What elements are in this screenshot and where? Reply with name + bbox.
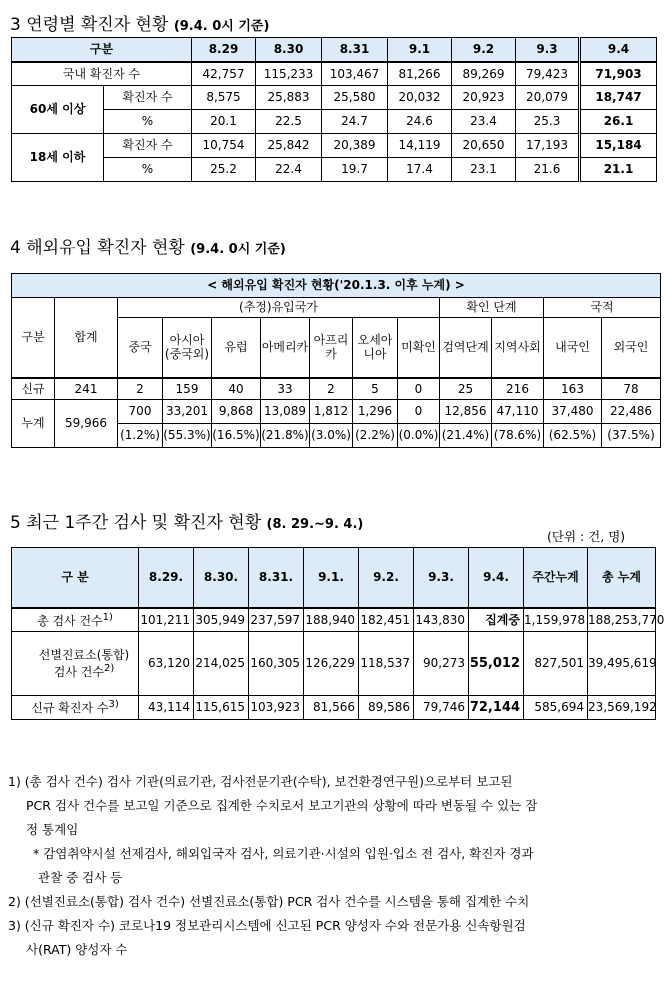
section-3-date: (9.4. 0시 기준) — [173, 19, 270, 34]
section-4-date: (9.4. 0시 기준) — [190, 242, 286, 257]
header-col: 중국 — [118, 318, 163, 378]
cell: (3.0%) — [310, 424, 353, 448]
header-stage: 확인 단계 — [440, 298, 544, 318]
cell: 182,451 — [359, 608, 414, 632]
domestic-row — [12, 62, 657, 86]
section-5-title — [10, 508, 363, 533]
header-date: 9.3. — [414, 548, 469, 608]
cell: 188,940 — [304, 608, 359, 632]
group-label: 60세 이상 — [12, 86, 104, 134]
cell: 118,537 — [359, 632, 414, 696]
cell: 72,144 — [469, 696, 524, 720]
unit-label: (단위 : 건, 명) — [547, 529, 626, 544]
footnote-1-cont: PCR 검사 건수를 보고일 기준으로 집계한 수치로서 보고기관의 상황에 따라 변동될 수 있는 잠 — [26, 798, 538, 813]
cell: 160,305 — [249, 632, 304, 696]
total-tests-row — [12, 608, 656, 632]
header-date: 8.29. — [139, 548, 194, 608]
age-table-header — [12, 38, 657, 62]
cell: 103,467 — [322, 62, 388, 86]
cell: 216 — [492, 378, 544, 400]
cell: 90,273 — [414, 632, 469, 696]
header-col: 지역사회 — [492, 318, 544, 378]
cell: (55.3%) — [163, 424, 212, 448]
header-date: 9.1 — [388, 38, 452, 62]
cell: 19.7 — [322, 158, 388, 182]
cell: 126,229 — [304, 632, 359, 696]
cell: 40 — [212, 378, 261, 400]
header-date: 8.31 — [322, 38, 388, 62]
age60-pct-row — [12, 110, 657, 134]
cell: 115,615 — [194, 696, 249, 720]
section-4-heading: 4 해외유입 확진자 현황 — [10, 238, 185, 258]
header-date: 9.2. — [359, 548, 414, 608]
cell: 827,501 — [524, 632, 588, 696]
cell: 14,119 — [388, 134, 452, 158]
cell: 63,120 — [139, 632, 194, 696]
cell: 237,597 — [249, 608, 304, 632]
overseas-title-row — [12, 274, 661, 298]
label-text: 총 검사 건수 — [37, 613, 103, 628]
cell: 159 — [163, 378, 212, 400]
cell: 1,812 — [310, 400, 353, 424]
cell: 20,032 — [388, 86, 452, 110]
cell: 23,569,192 — [588, 696, 656, 720]
header-weekly: 주간누계 — [524, 548, 588, 608]
cell: 18,747 — [580, 86, 657, 110]
cell: 5 — [353, 378, 398, 400]
header-nation: 국적 — [544, 298, 661, 318]
header-col: 오세아니아 — [353, 318, 398, 378]
cell: 78 — [602, 378, 661, 400]
cell: 2 — [310, 378, 353, 400]
age18-pct-row — [12, 158, 657, 182]
footnote-3-cont: 사(RAT) 양성자 수 — [26, 942, 128, 957]
cell: 20,923 — [452, 86, 516, 110]
cell: 585,694 — [524, 696, 588, 720]
overseas-table — [11, 273, 661, 448]
header-country: (추정)유입국가 — [118, 298, 440, 318]
row-label: % — [104, 110, 192, 134]
new-cases-row — [12, 696, 656, 720]
cell: 17.4 — [388, 158, 452, 182]
cell: 163 — [544, 378, 602, 400]
overseas-table-title: < 해외유입 확진자 현황('20.1.3. 이후 누계) > — [12, 274, 661, 298]
cell: 33,201 — [163, 400, 212, 424]
cell: 20,650 — [452, 134, 516, 158]
cell: 81,266 — [388, 62, 452, 86]
cell: 17,193 — [516, 134, 580, 158]
cell: 1,296 — [353, 400, 398, 424]
header-date: 9.4 — [580, 38, 657, 62]
cell: 143,830 — [414, 608, 469, 632]
section-4-title — [10, 233, 286, 258]
cell: 15,184 — [580, 134, 657, 158]
row-label: 확진자 수 — [104, 134, 192, 158]
header-col: 외국인 — [602, 318, 661, 378]
header-gubun: 구 분 — [12, 548, 139, 608]
row-label — [12, 696, 139, 720]
section-3-heading: 3 연령별 확진자 현황 — [10, 15, 169, 35]
screening-row — [12, 632, 656, 696]
cell: 1,159,978 — [524, 608, 588, 632]
cell: 188,253,770 — [588, 608, 656, 632]
header-date: 8.31. — [249, 548, 304, 608]
header-col: 아시아(중국외) — [163, 318, 212, 378]
cell: 0 — [398, 378, 440, 400]
cell: 22,486 — [602, 400, 661, 424]
group-label: 18세 이하 — [12, 134, 104, 182]
age60-count-row — [12, 86, 657, 110]
section-3-title — [10, 10, 269, 35]
header-date: 9.2 — [452, 38, 516, 62]
row-label: 국내 확진자 수 — [12, 62, 192, 86]
header-date: 9.3 — [516, 38, 580, 62]
footnote-1: 1) (총 검사 건수) 검사 기관(의료기관, 검사전문기관(수탁), 보건환경연구원)으로부터 보고된 — [8, 774, 513, 789]
row-label: 누계 — [12, 400, 55, 448]
cell: 20.1 — [192, 110, 256, 134]
cell: 55,012 — [469, 632, 524, 696]
cell: 89,586 — [359, 696, 414, 720]
cell: 39,495,619 — [588, 632, 656, 696]
cell: (78.6%) — [492, 424, 544, 448]
age18-count-row — [12, 134, 657, 158]
cell: 21.6 — [516, 158, 580, 182]
cell: 305,949 — [194, 608, 249, 632]
cell: 0 — [398, 400, 440, 424]
footnote-3: 3) (신규 확진자 수) 코로나19 정보관리시스템에 신고된 PCR 양성자 수와 전문가용 신속항원검 — [8, 918, 526, 933]
row-label: 확진자 수 — [104, 86, 192, 110]
cell: 81,566 — [304, 696, 359, 720]
cell: 13,089 — [261, 400, 310, 424]
cell: 24.7 — [322, 110, 388, 134]
cell: (2.2%) — [353, 424, 398, 448]
cell: 37,480 — [544, 400, 602, 424]
footnote-1-star-cont: 관찰 중 검사 등 — [38, 870, 123, 885]
cell: (21.8%) — [261, 424, 310, 448]
header-col: 미확인 — [398, 318, 440, 378]
header-total: 총 누계 — [588, 548, 656, 608]
header-col: 유럽 — [212, 318, 261, 378]
cell: 25 — [440, 378, 492, 400]
cell: 43,114 — [139, 696, 194, 720]
cell: 241 — [55, 378, 118, 400]
cell: 21.1 — [580, 158, 657, 182]
label-text: 신규 확진자 수 — [31, 701, 109, 716]
footnote-mark: 1) — [102, 611, 113, 623]
cell: 214,025 — [194, 632, 249, 696]
footnote-mark: 2) — [103, 662, 115, 674]
cell: (21.4%) — [440, 424, 492, 448]
cell: 25,842 — [256, 134, 322, 158]
header-col: 아메리카 — [261, 318, 310, 378]
cell: 42,757 — [192, 62, 256, 86]
cell: 71,903 — [580, 62, 657, 86]
cell: 2 — [118, 378, 163, 400]
cell: (0.0%) — [398, 424, 440, 448]
weekly-table — [11, 547, 665, 720]
cell: 20,389 — [322, 134, 388, 158]
cell: 33 — [261, 378, 310, 400]
header-gubun: 구분 — [12, 38, 192, 62]
cell: 47,110 — [492, 400, 544, 424]
footnotes — [8, 770, 658, 962]
cell: (37.5%) — [602, 424, 661, 448]
cell: 25.2 — [192, 158, 256, 182]
cell: 23.4 — [452, 110, 516, 134]
cell: 10,754 — [192, 134, 256, 158]
header-col: 검역단계 — [440, 318, 492, 378]
header-col: 아프리카 — [310, 318, 353, 378]
cell: 700 — [118, 400, 163, 424]
overseas-new-row — [12, 378, 661, 400]
label-line-1: 선별진료소(통합) — [38, 648, 130, 663]
cell: 101,211 — [139, 608, 194, 632]
footnote-mark: 3) — [108, 699, 119, 711]
header-date: 8.29 — [192, 38, 256, 62]
header-date: 9.1. — [304, 548, 359, 608]
section-5-date: (8. 29.~9. 4.) — [266, 517, 364, 532]
cell: 79,746 — [414, 696, 469, 720]
footnote-2: 2) (선별진료소(통합) 검사 건수) 선별진료소(통합) PCR 검사 건수를 시스템을 통해 집계한 수치 — [8, 894, 530, 909]
row-label: % — [104, 158, 192, 182]
header-date: 8.30 — [256, 38, 322, 62]
cell: 25.3 — [516, 110, 580, 134]
cell: 79,423 — [516, 62, 580, 86]
header-col: 내국인 — [544, 318, 602, 378]
weekly-header — [12, 548, 656, 608]
label-line-2: 검사 건수 — [53, 664, 104, 679]
footnote-1-star: * 감염취약시설 선제검사, 해외입국자 검사, 의료기관·시설의 입원·입소 전 검사, 확진자 경과 — [33, 846, 534, 861]
cell: 23.1 — [452, 158, 516, 182]
cell: 12,856 — [440, 400, 492, 424]
cell: 26.1 — [580, 110, 657, 134]
cell: 22.4 — [256, 158, 322, 182]
section-5-heading: 5 최근 1주간 검사 및 확진자 현황 — [10, 513, 262, 533]
header-date: 8.30. — [194, 548, 249, 608]
age-table — [11, 37, 657, 182]
cell: 25,580 — [322, 86, 388, 110]
header-date: 9.4. — [469, 548, 524, 608]
cell: (1.2%) — [118, 424, 163, 448]
cell: 59,966 — [55, 400, 118, 448]
cell: 8,575 — [192, 86, 256, 110]
cell: 집계중 — [469, 608, 524, 632]
footnote-1-cont: 정 통계임 — [26, 822, 79, 837]
cell: 20,079 — [516, 86, 580, 110]
header-total: 합계 — [55, 298, 118, 378]
header-gubun: 구분 — [12, 298, 55, 378]
cell: 9,868 — [212, 400, 261, 424]
overseas-cum-row — [12, 400, 661, 424]
cell: 24.6 — [388, 110, 452, 134]
overseas-header-1 — [12, 298, 661, 318]
cell: 115,233 — [256, 62, 322, 86]
row-label — [12, 632, 139, 696]
cell: 89,269 — [452, 62, 516, 86]
cell: 25,883 — [256, 86, 322, 110]
row-label — [12, 608, 139, 632]
cell: 22.5 — [256, 110, 322, 134]
cell: 103,923 — [249, 696, 304, 720]
cell: (62.5%) — [544, 424, 602, 448]
row-label: 신규 — [12, 378, 55, 400]
cell: (16.5%) — [212, 424, 261, 448]
